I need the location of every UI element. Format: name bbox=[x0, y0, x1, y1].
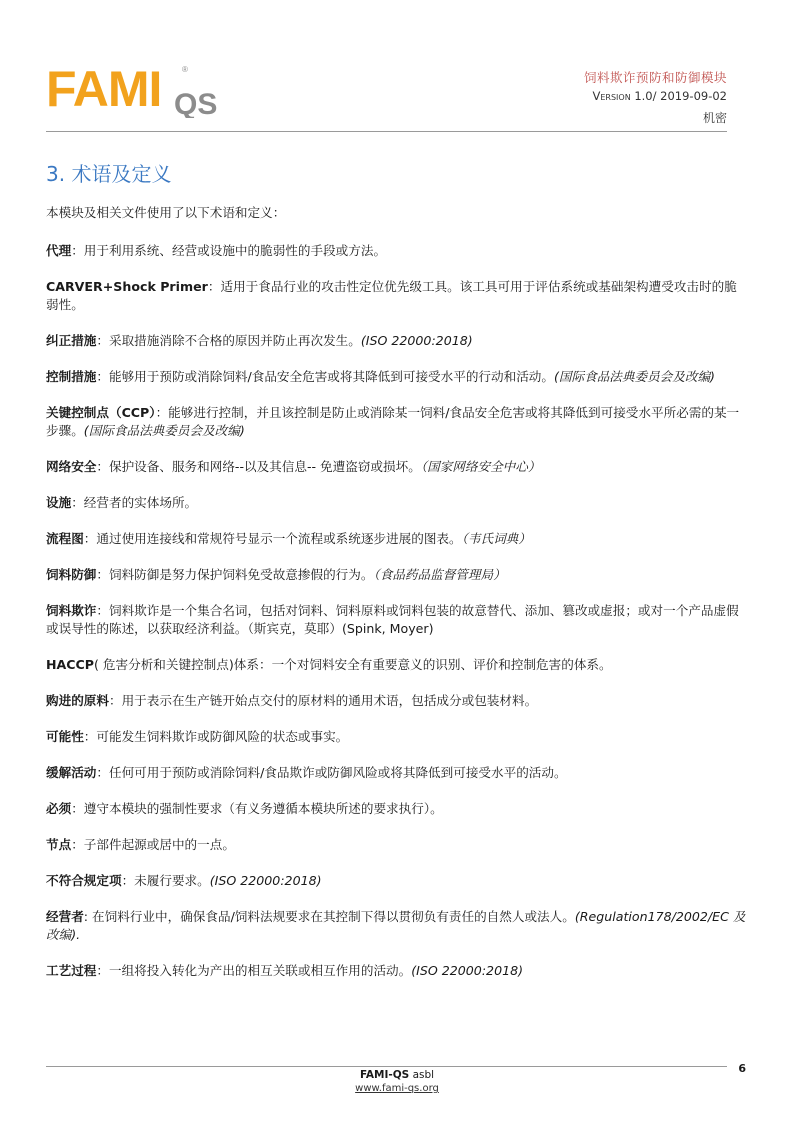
footer-organization bbox=[0, 1069, 794, 1081]
definition-text: 未履行要求。 bbox=[134, 873, 210, 888]
definition-text: 用于利用系统、经营或设施中的脆弱性的手段或方法。 bbox=[83, 243, 387, 258]
definition-separator: ： bbox=[207, 279, 221, 294]
definition-entry bbox=[46, 404, 746, 440]
definition-term: 设施 bbox=[46, 495, 72, 510]
definition-separator: ： bbox=[96, 459, 109, 474]
definition-entry bbox=[46, 332, 746, 350]
definitions-list bbox=[46, 242, 746, 980]
definition-text: 一组将投入转化为产出的相互关联或相互作用的活动。 bbox=[108, 963, 412, 978]
definition-source: （韦氏词典） bbox=[461, 531, 531, 546]
definition-separator: ： bbox=[71, 243, 84, 258]
document-title: 饲料欺诈预防和防御模块 bbox=[583, 70, 727, 85]
definition-entry bbox=[46, 836, 746, 854]
definition-entry bbox=[46, 242, 746, 260]
definition-term: 网络安全 bbox=[46, 459, 97, 474]
definition-entry bbox=[46, 602, 746, 638]
definition-term: 可能性 bbox=[46, 729, 84, 744]
definition-term: 经营者 bbox=[46, 909, 84, 924]
definition-term: 节点 bbox=[46, 837, 72, 852]
definition-source: (国际食品法典委员会及改编) bbox=[83, 423, 245, 438]
definition-entry bbox=[46, 566, 746, 584]
definition-entry bbox=[46, 728, 746, 746]
footer-org-name: FAMI-QS bbox=[359, 1069, 410, 1081]
footer-org-suffix: asbl bbox=[409, 1069, 435, 1081]
definition-entry bbox=[46, 692, 746, 710]
definition-text: 任何可用于预防或消除饲料/食品欺诈或防御风险或将其降低到可接受水平的活动。 bbox=[108, 765, 567, 780]
definition-term: CARVER+Shock Primer bbox=[46, 279, 208, 294]
definition-text: 保护设备、服务和网络--以及其信息-- 免遭盗窃或损坏。 bbox=[108, 459, 421, 474]
definition-term: 必须 bbox=[46, 801, 72, 816]
definition-entry bbox=[46, 962, 746, 980]
definition-text: 在饲料行业中，确保食品/饲料法规要求在其控制下得以贯彻负有责任的自然人或法人。 bbox=[92, 909, 575, 924]
definition-entry bbox=[46, 908, 746, 944]
definition-entry bbox=[46, 872, 746, 890]
confidential-label: 机密 bbox=[702, 111, 727, 125]
definition-entry bbox=[46, 764, 746, 782]
definition-source: (ISO 22000:2018) bbox=[209, 873, 322, 888]
definition-text: 适用于食品行业的攻击性定位优先级工具。该工具可用于评估系统或基础架构遭受攻击时的脆弱性。 bbox=[46, 279, 737, 312]
definition-separator: ： bbox=[71, 837, 84, 852]
definition-term: 流程图 bbox=[46, 531, 84, 546]
document-version: Version 1.0/ 2019-09-02 bbox=[592, 89, 727, 103]
page-number: 6 bbox=[738, 1062, 746, 1075]
definition-text: 饲料防御是努力保护饲料免受故意掺假的行为。 bbox=[108, 567, 374, 582]
definition-text: 能够进行控制，并且该控制是防止或消除某一饲料/食品安全危害或将其降低到可接受水平所必需的某一步骤。 bbox=[46, 405, 740, 438]
definition-term: 代理 bbox=[46, 243, 72, 258]
svg-text:®: ® bbox=[182, 65, 188, 74]
definitions-content bbox=[46, 204, 746, 998]
definition-entry bbox=[46, 656, 746, 674]
definition-separator: ： bbox=[96, 567, 109, 582]
svg-text:QS: QS bbox=[174, 88, 218, 118]
definition-text: 经营者的实体场所。 bbox=[83, 495, 198, 510]
definition-entry bbox=[46, 278, 746, 314]
definition-text: 能够用于预防或消除饲料/食品安全危害或将其降低到可接受水平的行动和活动。 bbox=[108, 369, 554, 384]
definition-separator: ： bbox=[96, 333, 109, 348]
section-title: 3. 术语及定义 bbox=[46, 162, 172, 186]
definition-separator: : bbox=[83, 909, 93, 924]
definition-separator: ： bbox=[71, 801, 84, 816]
definition-source: (国际食品法典委员会及改编) bbox=[554, 369, 715, 384]
definition-text: 用于表示在生产链开始点交付的原材料的通用术语，包括成分或包装材料。 bbox=[121, 693, 538, 708]
definition-separator: ： bbox=[96, 369, 109, 384]
definition-term: 纠正措施 bbox=[46, 333, 97, 348]
definition-entry bbox=[46, 530, 746, 548]
definition-separator: ： bbox=[71, 495, 84, 510]
definition-entry bbox=[46, 800, 746, 818]
definition-text: 采取措施消除不合格的原因并防止再次发生。 bbox=[108, 333, 361, 348]
footer-divider bbox=[46, 1066, 727, 1067]
definition-term: 饲料防御 bbox=[46, 567, 97, 582]
definition-entry bbox=[46, 368, 746, 386]
definition-text: 通过使用连接线和常规符号显示一个流程或系统逐步进展的图表。 bbox=[96, 531, 462, 546]
definition-term: 缓解活动 bbox=[46, 765, 97, 780]
definition-text: 可能发生饲料欺诈或防御风险的状态或事实。 bbox=[96, 729, 349, 744]
definition-separator: ： bbox=[96, 603, 109, 618]
definition-source: (Regulation178/2002/EC 及改编). bbox=[46, 909, 746, 942]
definition-text: 遵守本模块的强制性要求（有义务遵循本模块所述的要求执行）。 bbox=[83, 801, 443, 816]
document-header bbox=[584, 70, 727, 126]
definition-text: 子部件起源或居中的一点。 bbox=[83, 837, 235, 852]
definition-separator: ： bbox=[96, 765, 109, 780]
definition-term: 控制措施 bbox=[46, 369, 97, 384]
definition-separator: ： bbox=[83, 729, 97, 744]
definition-separator: ： bbox=[83, 531, 97, 546]
definition-separator: ： bbox=[96, 963, 109, 978]
fami-qs-logo bbox=[46, 62, 246, 118]
definition-entry bbox=[46, 494, 746, 512]
definition-term: 饲料欺诈 bbox=[46, 603, 97, 618]
definition-term: 关键控制点（CCP） bbox=[46, 405, 156, 420]
definition-source: （食品药品监督管理局） bbox=[373, 567, 506, 582]
header-divider bbox=[46, 131, 727, 132]
definition-separator: ： bbox=[121, 873, 135, 888]
definition-source: (ISO 22000:2018) bbox=[411, 963, 524, 978]
definition-text: ( 危害分析和关键控制点)体系：一个对饲料安全有重要意义的识别、评价和控制危害的体系。 bbox=[94, 657, 612, 672]
svg-text:FAMI: FAMI bbox=[46, 62, 162, 117]
footer-website-link[interactable]: www.fami-qs.org bbox=[355, 1083, 439, 1094]
definition-term: HACCP bbox=[46, 657, 95, 672]
definition-text: 饲料欺诈是一个集合名词，包括对饲料、饲料原料或饲料包装的故意替代、添加、篡改或虚报；或对一个产品虚假或误导性的陈述，以获取经济利益。（斯宾克，莫耶）(Spink, Moyer) bbox=[46, 603, 739, 636]
definition-source: （国家网络安全中心） bbox=[420, 459, 541, 474]
definition-entry bbox=[46, 458, 746, 476]
definition-source: (ISO 22000:2018) bbox=[360, 333, 473, 348]
definition-separator: ： bbox=[155, 405, 169, 420]
section-intro: 本模块及相关文件使用了以下术语和定义： bbox=[46, 205, 286, 220]
definition-term: 工艺过程 bbox=[46, 963, 97, 978]
definition-term: 不符合规定项 bbox=[46, 873, 122, 888]
definition-term: 购进的原料 bbox=[46, 693, 109, 708]
definition-separator: ： bbox=[108, 693, 122, 708]
